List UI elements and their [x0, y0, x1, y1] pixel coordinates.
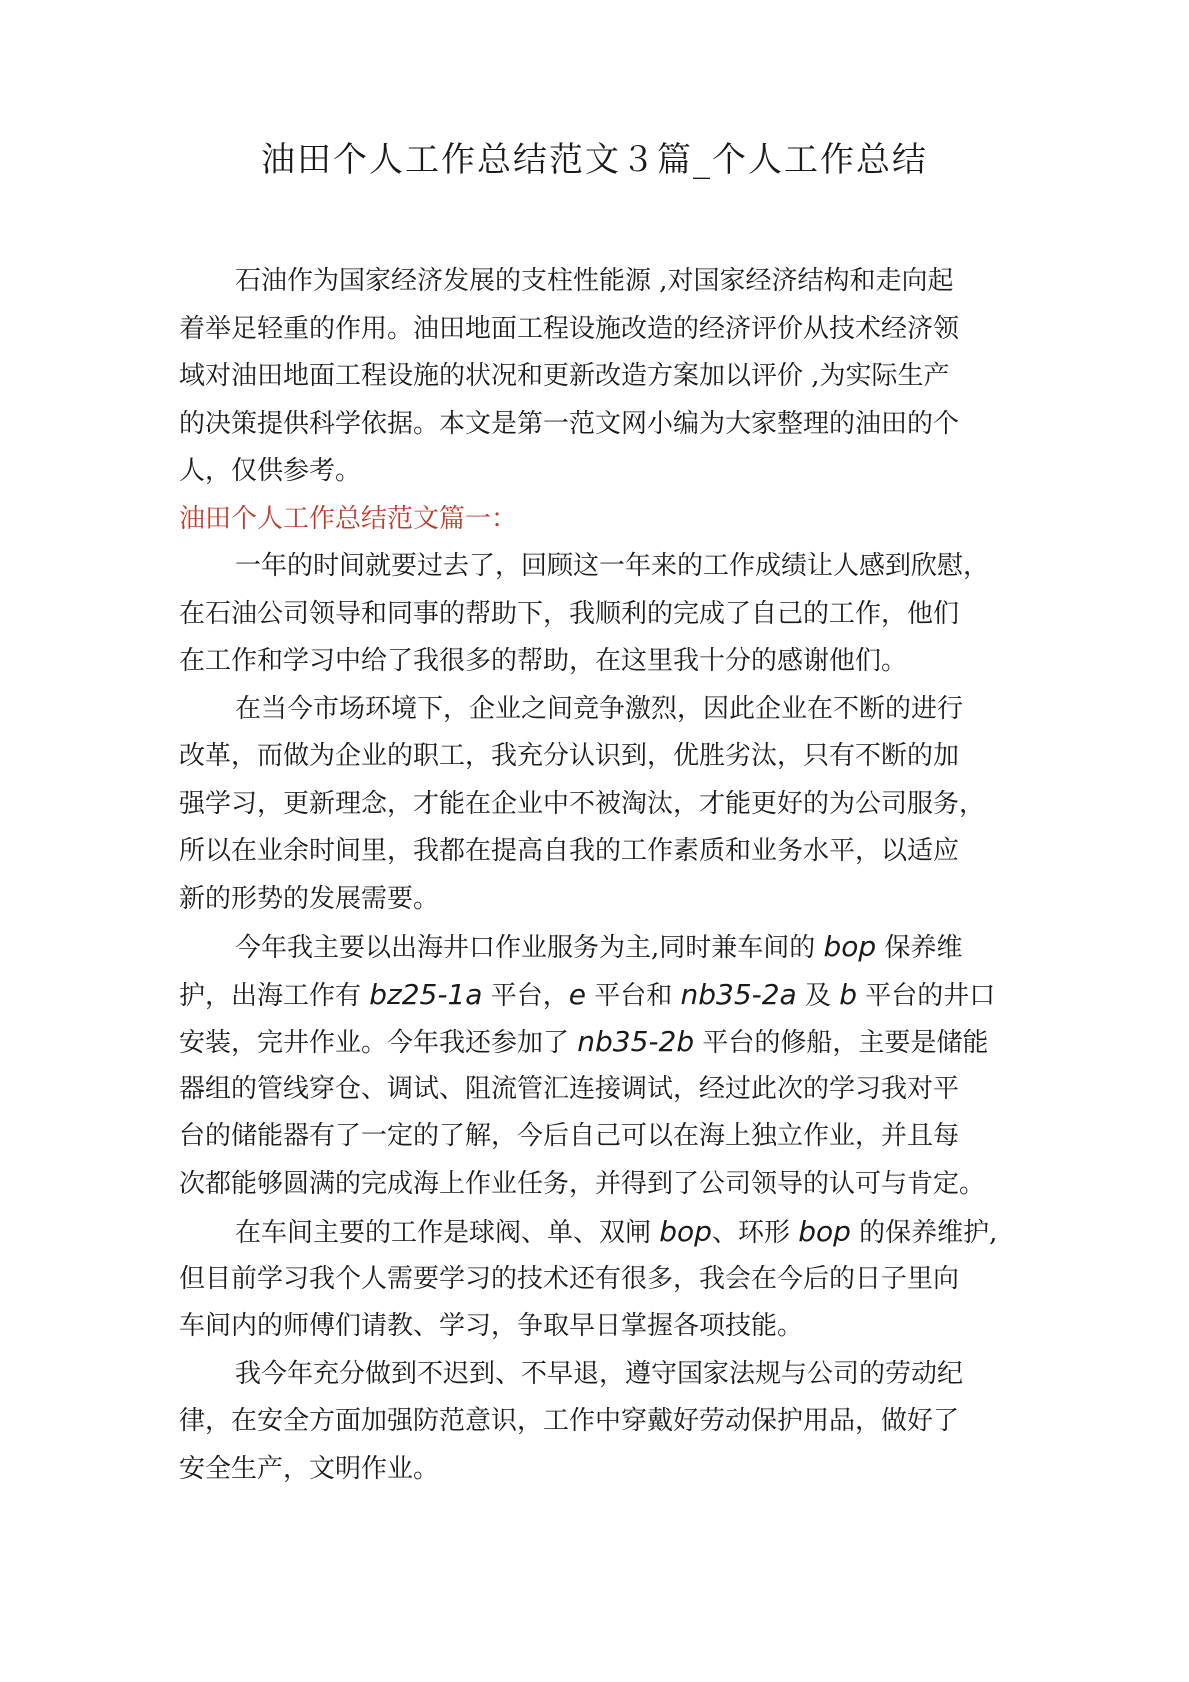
document-title: 油田个人工作总结范文３篇_个人工作总结 — [261, 140, 928, 180]
text-line: 的决策提供科学依据。本文是第一范文网小编为大家整理的油田的个 — [179, 408, 960, 439]
text-run: 在车间主要的工作是球阀、单、双闸 — [235, 1218, 660, 1248]
text-line: 着举足轻重的作用。油田地面工程设施改造的经济评价从技术经济领 — [179, 313, 960, 344]
latin-term: nb35-2b — [577, 1025, 695, 1058]
text-line: 新的形势的发展需要。 — [179, 883, 440, 914]
text-line: 所以在业余时间里，我都在提高自我的工作素质和业务水平，以适应 — [179, 836, 960, 866]
text-line: 台的储能器有了一定的了解，今后自己可以在海上独立作业，并且每 — [179, 1121, 960, 1151]
text-line: 器组的管线穿仓、调试、阻流管汇连接调试，经过此次的学习我对平 — [179, 1073, 960, 1104]
text-line: 人，仅供参考。 — [179, 456, 362, 486]
latin-term: bop — [823, 930, 877, 963]
section-heading — [179, 496, 1079, 544]
text-line — [179, 971, 1079, 1019]
latin-term: bop — [798, 1215, 851, 1248]
text-line: 车间内的师傅们请教、学习，争取早日掌握各项技能。 — [179, 1311, 804, 1341]
text-run: 保养维 — [876, 933, 963, 963]
text-run: 护，出海工作有 — [179, 980, 370, 1011]
paragraph-3 — [179, 923, 1079, 1208]
text-run: 、环形 — [711, 1218, 799, 1248]
text-line — [179, 1018, 1079, 1066]
text-run: 及 — [796, 980, 840, 1011]
latin-term: b — [839, 977, 858, 1011]
text-run: 平台的修船，主要是储能 — [694, 1028, 989, 1058]
latin-term: nb35-2a — [680, 977, 797, 1011]
latin-term: e — [568, 977, 586, 1011]
paragraph-5 — [179, 1351, 1079, 1494]
text-line: 在当今市场环境下，企业之间竞争激烈，因此企业在不断的进行 — [235, 693, 964, 724]
text-run: 平台， — [482, 980, 569, 1011]
section-heading-text: 油田个人工作总结范文篇一： — [179, 503, 518, 534]
paragraph-2 — [179, 686, 1079, 924]
paragraph-1 — [179, 543, 1079, 686]
document-body — [179, 258, 1079, 1493]
latin-term: bop — [659, 1215, 712, 1248]
text-run: 安装，完井作业。今年我还参加了 — [179, 1028, 578, 1058]
text-line: 石油作为国家经济发展的支柱性能源 ,对国家经济结构和走向起 — [235, 266, 954, 296]
text-line: 安全生产，文明作业。 — [179, 1453, 440, 1484]
text-line: 次都能够圆满的完成海上作业任务，并得到了公司领导的认可与肯定。 — [179, 1168, 986, 1199]
text-line: 我今年充分做到不迟到、不早退，遵守国家法规与公司的劳动纪 — [235, 1358, 964, 1389]
text-run: 平台和 — [585, 980, 681, 1011]
paragraph-4 — [179, 1208, 1079, 1351]
text-line: 在石油公司领导和同事的帮助下，我顺利的完成了自己的工作，他们 — [179, 598, 960, 629]
latin-term: bz25-1a — [369, 977, 483, 1011]
intro-paragraph — [179, 258, 1079, 496]
text-line: 域对油田地面工程设施的状况和更新改造方案加以评价 ,为实际生产 — [179, 361, 950, 391]
text-line — [179, 1208, 1079, 1256]
text-run: 今年我主要以出海井口作业服务为主,同时兼车间的 — [235, 933, 824, 963]
text-line: 改革，而做为企业的职工，我充分认识到，优胜劣汰，只有不断的加 — [179, 741, 960, 771]
text-run: 的保养维护, — [850, 1218, 998, 1248]
text-line: 一年的时间就要过去了，回顾这一年来的工作成绩让人感到欣慰， — [235, 551, 990, 581]
text-line — [179, 923, 1079, 971]
text-line: 强学习，更新理念，才能在企业中不被淘汰，才能更好的为公司服务， — [179, 788, 986, 819]
text-run: 平台的井口 — [857, 980, 996, 1011]
text-line: 但目前学习我个人需要学习的技术还有很多，我会在今后的日子里向 — [179, 1263, 960, 1294]
text-line: 律，在安全方面加强防范意识，工作中穿戴好劳动保护用品，做好了 — [179, 1406, 960, 1436]
text-line: 在工作和学习中给了我很多的帮助，在这里我十分的感谢他们。 — [179, 646, 908, 676]
